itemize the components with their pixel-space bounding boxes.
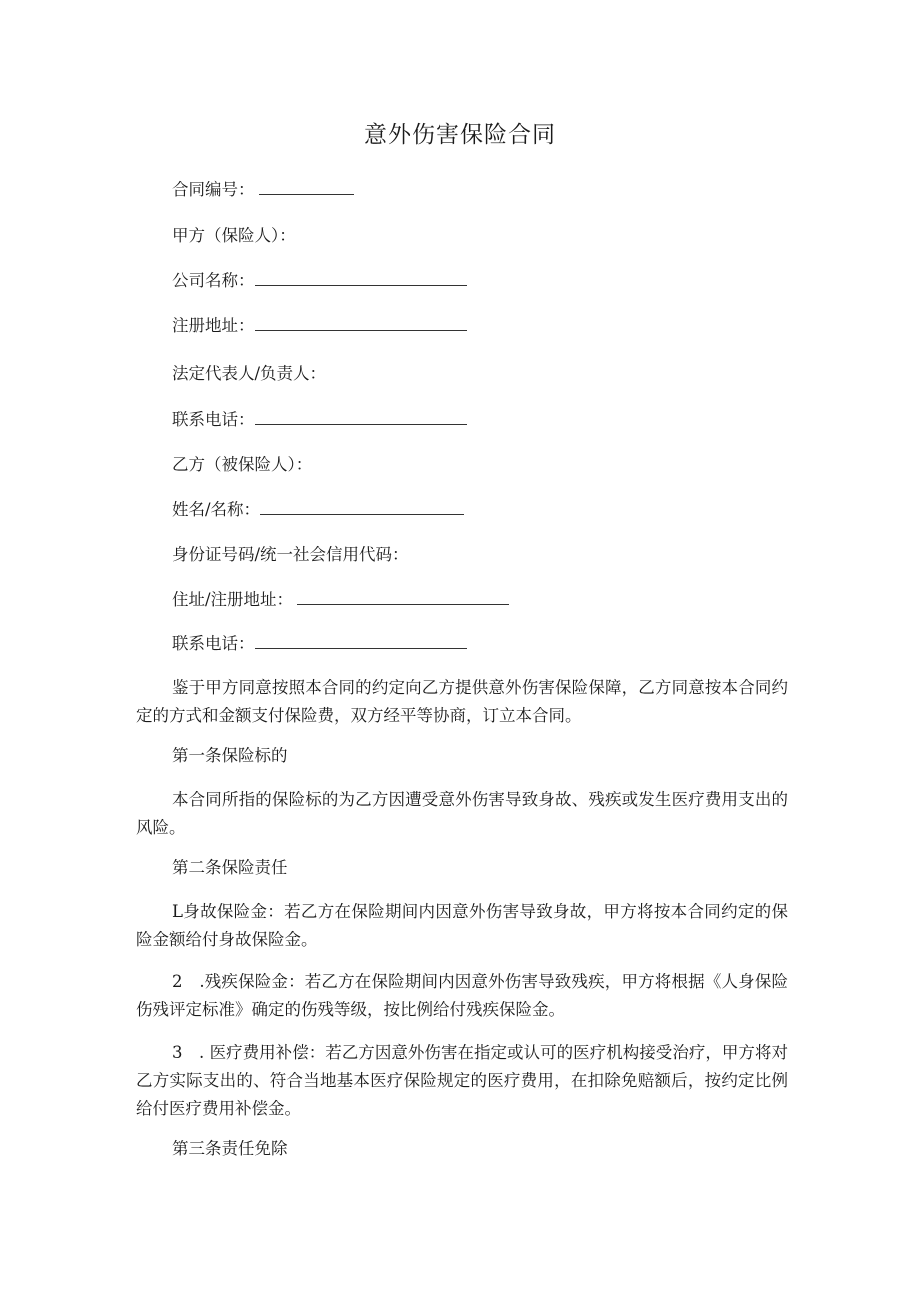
article-2-item-1: L身故保险金：若乙方在保险期间内因意外伤害导致身故，甲方将按本合同约定的保险金额给付身故保险金。	[136, 902, 788, 949]
contract-number-field	[172, 178, 354, 202]
party-a-phone-field	[172, 408, 467, 432]
address-b-field	[172, 588, 509, 612]
legal-representative-field	[172, 362, 326, 386]
registered-address-field	[172, 314, 467, 338]
field-label: 注册地址：	[172, 316, 255, 335]
field-label: 法定代表人/负责人：	[172, 364, 327, 383]
id-code-field	[172, 543, 409, 567]
field-label: 联系电话：	[172, 410, 255, 429]
article-1-heading: 第一条保险标的	[172, 746, 288, 765]
address-b-blank	[297, 588, 509, 605]
name-field	[172, 498, 464, 522]
field-label: 合同编号：	[172, 180, 255, 199]
article-1-body: 本合同所指的保险标的为乙方因遭受意外伤害导致身故、残疾或发生医疗费用支出的风险。	[136, 790, 788, 837]
field-label: 身份证号码/统一社会信用代码：	[172, 545, 409, 564]
party-b-phone-field	[172, 632, 467, 656]
field-label: 甲方（保险人）：	[172, 226, 296, 245]
field-label: 公司名称：	[172, 271, 255, 290]
party-b-phone-blank	[255, 632, 467, 649]
party-a-heading	[172, 224, 296, 248]
company-name-field	[172, 269, 467, 293]
article-2-item-3: 3 . 医疗费用补偿：若乙方因意外伤害在指定或认可的医疗机构接受治疗，甲方将对乙方实际支出的、符合当地基本医疗保险规定的医疗费用，在扣除免赔额后，按约定比例给付医疗费用补偿金。	[136, 1043, 788, 1118]
article-2-heading: 第二条保险责任	[172, 858, 288, 877]
article-2-item-2: 2 .残疾保险金：若乙方在保险期间内因意外伤害导致残疾，甲方将根据《人身保险伤残评定标准》确定的伤残等级，按比例给付残疾保险金。	[136, 972, 788, 1019]
name-blank	[260, 498, 464, 515]
party-b-heading	[172, 453, 312, 477]
company-name-blank	[255, 269, 467, 286]
field-label: 乙方（被保险人）：	[172, 455, 313, 474]
article-3-heading: 第三条责任免除	[172, 1139, 288, 1158]
registered-address-blank	[255, 314, 467, 331]
party-a-phone-blank	[255, 408, 467, 425]
field-label: 住址/注册地址：	[172, 590, 294, 609]
preamble-paragraph: 鉴于甲方同意按照本合同的约定向乙方提供意外伤害保险保障，乙方同意按本合同约定的方式和金额支付保险费，双方经平等协商，订立本合同。	[136, 678, 788, 725]
contract-number-blank	[259, 178, 354, 195]
field-label: 姓名/名称：	[172, 500, 261, 519]
document-title: 意外伤害保险合同	[364, 122, 556, 148]
field-label: 联系电话：	[172, 634, 255, 653]
